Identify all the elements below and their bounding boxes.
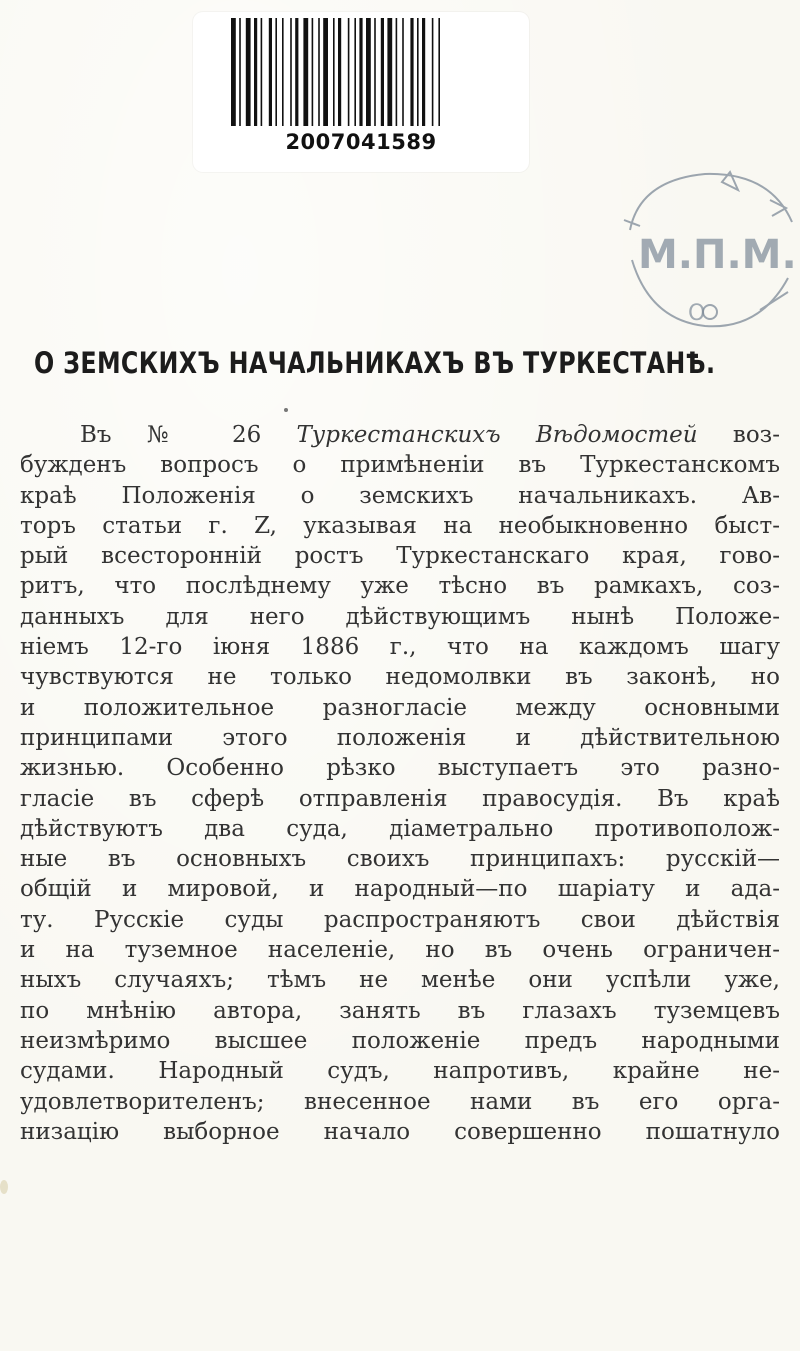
stamp-label: М.П.М. — [638, 232, 797, 278]
barcode-bar — [366, 18, 371, 126]
barcode-bar — [275, 18, 277, 126]
body-line: гласіе въ сферѣ отправленія правосудія. Въ краѣ — [20, 785, 780, 812]
body-line: жизнью. Особенно рѣзко выступаетъ это разно- — [20, 755, 780, 782]
body-line: данныхъ для него дѣйствующимъ нынѣ Положе- — [20, 603, 780, 630]
barcode-bar — [254, 18, 257, 126]
article-body — [20, 420, 780, 1147]
barcode-bar — [402, 18, 404, 126]
barcode-label — [193, 12, 529, 172]
body-line: и на туземное населеніе, но въ очень ограничен- — [20, 937, 780, 964]
body-line: ніемъ 12-го іюня 1886 г., что на каждомъ шагу — [20, 634, 780, 661]
barcode-bar — [359, 18, 362, 126]
paper-stain — [0, 1180, 8, 1194]
article-title: О ЗЕМСКИХЪ НАЧАЛЬНИКАХЪ ВЪ ТУРКЕСТАНѢ. — [34, 346, 716, 380]
body-line: судами. Народный судъ, напротивъ, крайне не- — [20, 1058, 780, 1085]
body-line: низацію выборное начало совершенно пошатнуло — [20, 1118, 780, 1145]
barcode-bar — [231, 18, 236, 126]
barcode-bar — [338, 18, 341, 126]
barcode-bar — [374, 18, 376, 126]
barcode-bar — [333, 18, 335, 126]
barcode-bar — [239, 18, 241, 126]
body-line: торъ статьи г. Z, указывая на необыкновенно быст- — [20, 512, 780, 539]
stamp-lower-label: О — [688, 301, 706, 326]
barcode-bar — [348, 18, 350, 126]
body-line: ныхъ случаяхъ; тѣмъ не менѣе они успѣли уже, — [20, 967, 780, 994]
barcode-bar — [422, 18, 425, 126]
body-line: ные въ основныхъ своихъ принципахъ: русскій— — [20, 846, 780, 873]
body-line: удовлетворителенъ; внесенное нами въ его орга- — [20, 1088, 780, 1115]
barcode-bar — [410, 18, 413, 126]
body-line: краѣ Положенія о земскихъ начальникахъ. Ав- — [20, 482, 780, 509]
body-line: по мнѣнію автора, занять въ глазахъ туземцевъ — [20, 997, 780, 1024]
journal-name: Туркестанскихъ Вѣдомостей — [296, 422, 698, 448]
barcode-bar — [303, 18, 308, 126]
body-line: ритъ, что послѣднему уже тѣсно въ рамкахъ, соз- — [20, 573, 780, 600]
barcode-bar — [312, 18, 314, 126]
barcode-icon — [231, 18, 491, 130]
barcode-bar — [432, 18, 434, 126]
barcode-bar — [438, 18, 440, 126]
barcode-bar — [396, 18, 398, 126]
barcode-bar — [290, 18, 292, 126]
barcode-bar — [295, 18, 298, 126]
body-line: общій и мировой, и народный—по шаріату и ада- — [20, 876, 780, 903]
barcode-number: 2007041589 — [285, 130, 437, 154]
body-line — [20, 420, 780, 450]
body-line: и положительное разногласіе между основными — [20, 694, 780, 721]
barcode-bar — [318, 18, 320, 126]
barcode-bar — [323, 18, 328, 126]
body-line: ту. Русскіе суды распространяютъ свои дѣйствія — [20, 906, 780, 933]
body-line: рый всесторонній ростъ Туркестанскаго края, гово- — [20, 543, 780, 570]
barcode-bar — [387, 18, 392, 126]
body-line: дѣйствуютъ два суда, діаметрально противополож- — [20, 815, 780, 842]
barcode-bar — [246, 18, 251, 126]
barcode-bar — [269, 18, 272, 126]
body-text-segment: воз- — [697, 422, 780, 448]
ornament-dot — [284, 408, 288, 412]
barcode-bar — [282, 18, 284, 126]
library-stamp-icon — [610, 160, 800, 340]
barcode-bar — [261, 18, 263, 126]
barcode-bar — [381, 18, 384, 126]
body-line: неизмѣримо высшее положеніе предъ народными — [20, 1027, 780, 1054]
body-line: бужденъ вопросъ о примѣненіи въ Туркестанскомъ — [20, 452, 780, 479]
body-text-segment: Въ № 26 — [80, 422, 297, 448]
body-line: принципами этого положенія и дѣйствительною — [20, 724, 780, 751]
barcode-bar — [354, 18, 356, 126]
body-line: чувствуются не только недомолвки въ законѣ, но — [20, 664, 780, 691]
barcode-bar — [417, 18, 419, 126]
